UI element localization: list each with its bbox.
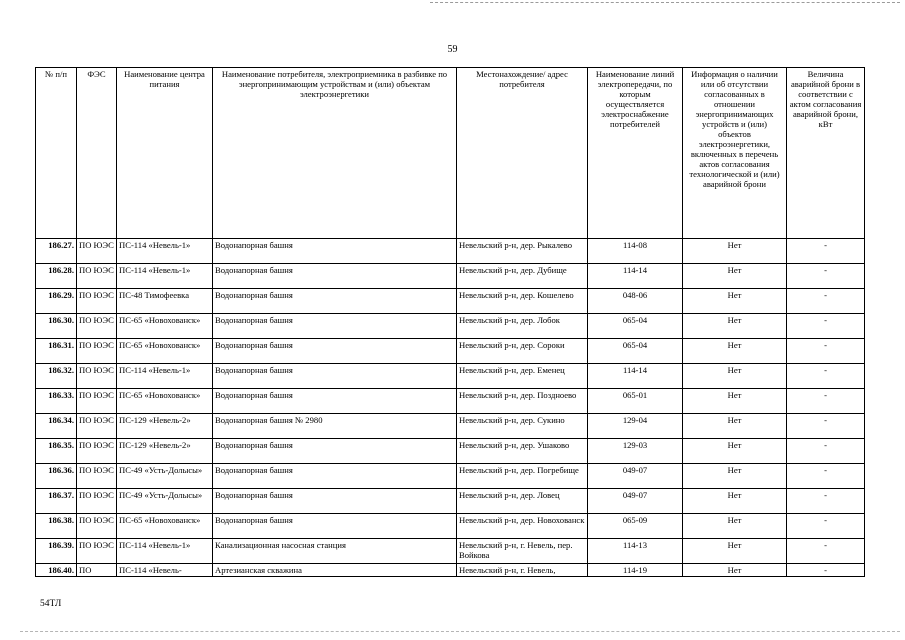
row-info-cell: Нет: [683, 389, 787, 414]
row-center-cell: ПС-65 «Новохованск»: [117, 514, 213, 539]
row-line-cell: 114-14: [588, 364, 683, 389]
row-reserve-cell: -: [787, 389, 865, 414]
row-center-cell: ПС-65 «Новохованск»: [117, 314, 213, 339]
row-reserve-cell: -: [787, 539, 865, 564]
row-reserve-cell: -: [787, 289, 865, 314]
row-reserve-cell: -: [787, 314, 865, 339]
row-center-cell: ПС-114 «Невель-1»: [117, 539, 213, 564]
row-info-cell: Нет: [683, 414, 787, 439]
row-info-cell: Нет: [683, 314, 787, 339]
row-location-cell: Невельский р-н, дер. Рыкалево: [457, 239, 588, 264]
row-line-cell: 065-04: [588, 339, 683, 364]
row-center-cell: ПС-114 «Невель-: [117, 564, 213, 577]
row-center-cell: ПС-49 «Усть-Долысы»: [117, 464, 213, 489]
row-reserve-cell: -: [787, 464, 865, 489]
row-num-cell: 186.39.: [36, 539, 77, 564]
row-fes-cell: ПО ЮЭС: [77, 464, 117, 489]
table-row: [36, 489, 865, 514]
row-info-cell: Нет: [683, 364, 787, 389]
row-fes-cell: ПО ЮЭС: [77, 489, 117, 514]
row-fes-cell: ПО ЮЭС: [77, 314, 117, 339]
header-info: Информация о наличии или об отсутствии согласованных в отношении энергопринимающих устройств и (или) объектов электроэнергетики, включенных в перечень актов согласования технологической и (или) аварийной брони: [683, 68, 787, 239]
table-row: [36, 539, 865, 564]
table-row: [36, 414, 865, 439]
row-center-cell: ПС-129 «Невель-2»: [117, 414, 213, 439]
row-reserve-cell: -: [787, 239, 865, 264]
row-num-cell: 186.36.: [36, 464, 77, 489]
header-reserve: Величина аварийной брони в соответствии с актом согласования аварийной брони, кВт: [787, 68, 865, 239]
row-info-cell: Нет: [683, 339, 787, 364]
row-location-cell: Невельский р-н, дер. Дубище: [457, 264, 588, 289]
row-consumer-cell: Водонапорная башня: [213, 389, 457, 414]
row-center-cell: ПС-48 Тимофеевка: [117, 289, 213, 314]
row-line-cell: 065-04: [588, 314, 683, 339]
row-location-cell: Невельский р-н, дер. Позднoево: [457, 389, 588, 414]
row-consumer-cell: Канализационная насосная станция: [213, 539, 457, 564]
row-num-cell: 186.33.: [36, 389, 77, 414]
header-center: Наименование центра питания: [117, 68, 213, 239]
row-num-cell: 186.27.: [36, 239, 77, 264]
row-num-cell: 186.34.: [36, 414, 77, 439]
row-fes-cell: ПО ЮЭС: [77, 264, 117, 289]
row-line-cell: 114-08: [588, 239, 683, 264]
row-line-cell: 129-04: [588, 414, 683, 439]
row-location-cell: Невельский р-н, дер. Ушаково: [457, 439, 588, 464]
table-row: [36, 339, 865, 364]
row-consumer-cell: Водонапорная башня № 2980: [213, 414, 457, 439]
row-location-cell: Невельский р-н, дер. Сороки: [457, 339, 588, 364]
scan-artifact-bottom: [20, 631, 900, 632]
row-center-cell: ПС-114 «Невель-1»: [117, 264, 213, 289]
row-line-cell: 049-07: [588, 489, 683, 514]
table-row: [36, 514, 865, 539]
row-consumer-cell: Водонапорная башня: [213, 264, 457, 289]
row-center-cell: ПС-114 «Невель-1»: [117, 364, 213, 389]
row-location-cell: Невельский р-н, дер. Ловец: [457, 489, 588, 514]
row-consumer-cell: Водонапорная башня: [213, 464, 457, 489]
table-row: [36, 264, 865, 289]
footer-code: 54ТЛ: [40, 599, 62, 609]
row-consumer-cell: Водонапорная башня: [213, 239, 457, 264]
row-num-cell: 186.28.: [36, 264, 77, 289]
row-center-cell: ПС-49 «Усть-Долысы»: [117, 489, 213, 514]
row-consumer-cell: Водонапорная башня: [213, 339, 457, 364]
header-num: № п/п: [36, 68, 77, 239]
row-location-cell: Невельский р-н, г. Невель, пер. Войкова: [457, 539, 588, 564]
table-row: [36, 439, 865, 464]
row-line-cell: 129-03: [588, 439, 683, 464]
row-info-cell: Нет: [683, 464, 787, 489]
row-location-cell: Невельский р-н, г. Невель,: [457, 564, 588, 577]
row-consumer-cell: Водонапорная башня: [213, 289, 457, 314]
row-num-cell: 186.35.: [36, 439, 77, 464]
row-consumer-cell: Водонапорная башня: [213, 514, 457, 539]
row-center-cell: ПС-65 «Новохованск»: [117, 339, 213, 364]
row-consumer-cell: Водонапорная башня: [213, 364, 457, 389]
row-line-cell: 114-19: [588, 564, 683, 577]
row-info-cell: Нет: [683, 514, 787, 539]
row-location-cell: Невельский р-н, дер. Сукино: [457, 414, 588, 439]
row-num-cell: 186.38.: [36, 514, 77, 539]
row-info-cell: Нет: [683, 439, 787, 464]
row-reserve-cell: -: [787, 489, 865, 514]
row-fes-cell: ПО: [77, 564, 117, 577]
row-fes-cell: ПО ЮЭС: [77, 514, 117, 539]
row-line-cell: 065-01: [588, 389, 683, 414]
scan-artifact-top: [430, 2, 900, 3]
header-fes: ФЭС: [77, 68, 117, 239]
row-fes-cell: ПО ЮЭС: [77, 414, 117, 439]
row-info-cell: Нет: [683, 489, 787, 514]
row-reserve-cell: -: [787, 439, 865, 464]
page-number: 59: [447, 44, 458, 55]
row-info-cell: Нет: [683, 539, 787, 564]
row-fes-cell: ПО ЮЭС: [77, 289, 117, 314]
row-num-cell: 186.30.: [36, 314, 77, 339]
row-reserve-cell: -: [787, 564, 865, 577]
row-info-cell: Нет: [683, 289, 787, 314]
row-num-cell: 186.37.: [36, 489, 77, 514]
row-reserve-cell: -: [787, 514, 865, 539]
row-line-cell: 065-09: [588, 514, 683, 539]
row-center-cell: ПС-129 «Невель-2»: [117, 439, 213, 464]
header-location: Местонахождение/ адрес потребителя: [457, 68, 588, 239]
table-row: [36, 289, 865, 314]
row-fes-cell: ПО ЮЭС: [77, 389, 117, 414]
row-info-cell: Нет: [683, 264, 787, 289]
row-num-cell: 186.31.: [36, 339, 77, 364]
row-reserve-cell: -: [787, 339, 865, 364]
header-consumer: Наименование потребителя, электроприемника в разбивке по энергопринимающим устройствам и (или) объектам электроэнергетики: [213, 68, 457, 239]
row-location-cell: Невельский р-н, дер. Лобок: [457, 314, 588, 339]
document-table: [35, 67, 865, 577]
row-reserve-cell: -: [787, 364, 865, 389]
row-consumer-cell: Водонапорная башня: [213, 314, 457, 339]
row-reserve-cell: -: [787, 264, 865, 289]
table-row: [36, 564, 865, 577]
table-body: [36, 239, 865, 577]
table-row: [36, 314, 865, 339]
row-consumer-cell: Артезианская скважина: [213, 564, 457, 577]
row-fes-cell: ПО ЮЭС: [77, 439, 117, 464]
row-num-cell: 186.40.: [36, 564, 77, 577]
row-consumer-cell: Водонапорная башня: [213, 489, 457, 514]
row-line-cell: 114-13: [588, 539, 683, 564]
row-line-cell: 114-14: [588, 264, 683, 289]
row-consumer-cell: Водонапорная башня: [213, 439, 457, 464]
table-row: [36, 389, 865, 414]
row-info-cell: Нет: [683, 564, 787, 577]
row-location-cell: Невельский р-н, дер. Погребище: [457, 464, 588, 489]
table-row: [36, 464, 865, 489]
row-num-cell: 186.32.: [36, 364, 77, 389]
row-num-cell: 186.29.: [36, 289, 77, 314]
row-fes-cell: ПО ЮЭС: [77, 339, 117, 364]
row-line-cell: 048-06: [588, 289, 683, 314]
row-reserve-cell: -: [787, 414, 865, 439]
row-fes-cell: ПО ЮЭС: [77, 364, 117, 389]
row-center-cell: ПС-65 «Новохованск»: [117, 389, 213, 414]
header-lines: Наименование линий электропередачи, по которым осуществляется электроснабжение потребителей: [588, 68, 683, 239]
row-fes-cell: ПО ЮЭС: [77, 539, 117, 564]
row-line-cell: 049-07: [588, 464, 683, 489]
table-header-row: [36, 68, 865, 239]
row-fes-cell: ПО ЮЭС: [77, 239, 117, 264]
row-location-cell: Невельский р-н, дер. Новохованск: [457, 514, 588, 539]
row-info-cell: Нет: [683, 239, 787, 264]
row-location-cell: Невельский р-н, дер. Еменец: [457, 364, 588, 389]
row-center-cell: ПС-114 «Невель-1»: [117, 239, 213, 264]
table-row: [36, 364, 865, 389]
row-location-cell: Невельский р-н, дер. Кошелево: [457, 289, 588, 314]
table-row: [36, 239, 865, 264]
